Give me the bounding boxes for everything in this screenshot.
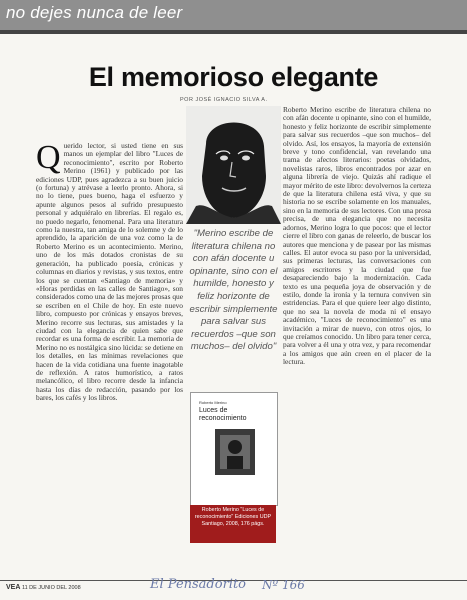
drop-cap: Q (36, 142, 61, 176)
article-body-right: Roberto Merino escribe de literatura chilena no con afán docente u opinante, sino con el humilde, honesto y feliz horizonte de escribir simplemente para salvar sus recuerdos –que son muchos– del olvido. Así, los ensayos, la mayoría de extensión breve y tono confidencial, van revelando una trama de afectos literarios: poetas olvidados, novelistas raros, libros encontrados por azar en alguna librería de viejo. Quizás ahí radique el mayor mérito de este libro: devolvernos la certeza de que la literatura chilena está viva, y que su historia no se escribe solamente en los manuales, sino en la memoria de sus lectores. Con una prosa precisa, de una elegancia que no necesita adornos, Merino logra lo que pocos: que el lector cierre el libro con ganas de releerlo, de buscar los autores que menciona y de pasear por las mismas calles. El autor evoca su paso por la universidad, sus primeras lecturas, las conversaciones con amigos escritores y la ciudad que fue desapareciendo bajo la modernización. Cada texto es una pequeña joya de observación y de estilo, donde la ironía y la ternura conviven sin estridencias. Para el que quiere leer algo distinto, que no sea la novela de moda ni el ensayo académico, "Luces de reconocimiento" es una invitación a mirar de nuevo, con otros ojos, lo que creíamos conocido. Un libro para tener cerca, para volver a él una y otra vez, y para recomendar a los amigos que aún creen en el placer de la lectura. (283, 106, 431, 367)
article-byline: POR JOSÉ IGNACIO SILVA A. (180, 97, 268, 103)
author-portrait (186, 106, 281, 224)
article-title: El memorioso elegante (88, 62, 379, 92)
book-caption: Roberto Merino "Luces de reconocimiento" Ediciones UDP Santiago, 2008, 176 págs. (190, 505, 276, 543)
article-column-right (283, 106, 431, 574)
section-title: no dejes nunca de leer (6, 3, 183, 22)
book-cover-photo (215, 429, 255, 475)
handwritten-annotation: El Pensadorito (150, 577, 247, 592)
article-body-left: uerido lector, si usted tiene en sus manos un ejemplar del libro "Luces de reconocimiento", escrito por Roberto Merino (1961) y publicado por las ediciones UDP, pues agradezca a su buen juicio (o fortuna) y atrévase a leerlo pronto. Ahora, si no lo tiene, pues bueno, haga el esfuerzo y apunte algunos pesos al sufrido presupuesto personal y adquiéralo en librerías. El regalo es, no puedo negarlo, fenomenal. Para una literatura como la nuestra, tan amiga de lo solemne y de lo aprendido, la aparición de una voz como la de Roberto Merino es un acontecimiento. Merino, uno de los más dotados cronistas de su generación, ha publicado poesía, crónicas y columnas en diarios y revistas, y sus textos, entre los que se cuentan «Santiago de memoria» y «Horas perdidas en las calles de Santiago», son considerados como una de las mejores prosas que se escriben en el Chile de hoy. En este nuevo libro, compuesto por crónicas y ensayos breves, Merino recorre sus lecturas, sus amistades y la ciudad con la elegancia de quien sabe que recordar es una forma de escribir. La memoria de Merino no es nostálgica sino lúcida: se detiene en los detalles, en las mínimas revelaciones que hacen de la vida cotidiana una fuente inagotable de reflexión. A ratos humorístico, a ratos melancólico, el libro recorre desde la infancia hasta los días de redacción, pasando por los bares, los cafés y los libros. (36, 142, 183, 403)
book-author: Roberto Merino (199, 400, 227, 405)
handwritten-issue-number: Nº 166 (262, 578, 305, 592)
footer-info (6, 584, 81, 591)
pull-quote: "Merino escribe de literatura chilena no con afán docente u opinante, sino con el humilde, honesto y feliz horizonte de escribir simplemente para salvar sus recuerdos –que son muchos– del olvido" (189, 228, 278, 353)
issue-date: 11 DE JUNIO DEL 2008 (21, 585, 81, 591)
magazine-name: VEA (6, 584, 21, 591)
book-cover (190, 392, 278, 506)
header-divider (0, 30, 467, 34)
book-title: Luces de reconocimiento (199, 407, 247, 422)
section-header (0, 0, 467, 30)
article-column-left (36, 142, 183, 574)
portrait-image (186, 106, 281, 224)
